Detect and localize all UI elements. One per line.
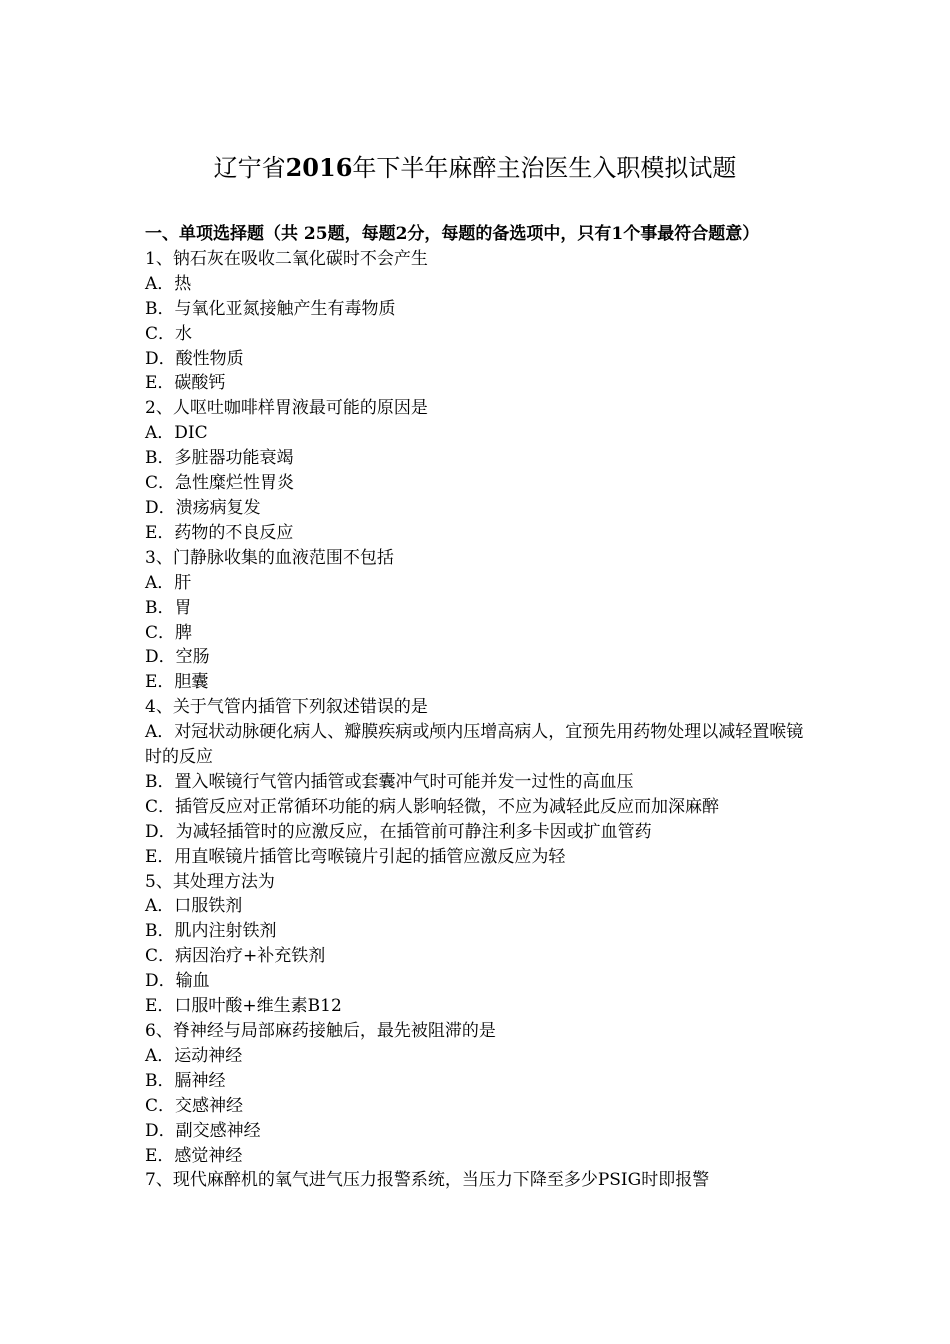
question-option: A．肝 <box>145 572 192 593</box>
question-stem: 6、脊神经与局部麻药接触后，最先被阻滞的是 <box>145 1021 496 1041</box>
question-option: C．插管反应对正常循环功能的病人影响轻微，不应为减轻此反应而加深麻醉 <box>145 796 720 817</box>
question-stem: 1、钠石灰在吸收二氧化碳时不会产生 <box>145 248 428 269</box>
question-option: B．膈神经 <box>145 1070 226 1091</box>
question-option: D．酸性物质 <box>145 348 244 369</box>
question-option: B．与氧化亚氮接触产生有毒物质 <box>145 298 396 319</box>
question-option: B．胃 <box>145 597 192 618</box>
question-option: D．为减轻插管时的应激反应，在插管前可静注利多卡因或扩血管药 <box>145 821 652 842</box>
question-stem: 5、其处理方法为 <box>145 871 275 892</box>
question-option: A．运动神经 <box>145 1045 243 1066</box>
title-suffix: 年下半年麻醉主治医生入职模拟试题 <box>352 154 737 182</box>
question-option: D．空肠 <box>145 647 210 668</box>
question-option: B．多脏器功能衰竭 <box>145 448 294 469</box>
question-option: D．输血 <box>145 971 210 992</box>
question-option: E．感觉神经 <box>145 1145 243 1166</box>
title-prefix: 辽宁省 <box>213 154 286 182</box>
question-option: C．病因治疗+补充铁剂 <box>145 946 326 967</box>
question-list <box>145 247 810 1193</box>
title-year: 2016 <box>285 153 353 182</box>
question-option: C．脾 <box>145 622 193 643</box>
question-option: A．口服铁剂 <box>145 896 243 917</box>
question-option: E．碳酸钙 <box>145 373 226 394</box>
document-title <box>0 148 950 188</box>
question-option: A．DIC <box>145 423 208 444</box>
question-option: D．副交感神经 <box>145 1120 261 1141</box>
question-option: B．置入喉镜行气管内插管或套囊冲气时可能并发一过性的高血压 <box>145 771 634 792</box>
question-option: B．肌内注射铁剂 <box>145 921 277 942</box>
question-option: C．急性糜烂性胃炎 <box>145 473 295 494</box>
question-stem: 7、现代麻醉机的氧气进气压力报警系统，当压力下降至多少PSIG时即报警 <box>145 1170 710 1191</box>
question-option: C．水 <box>145 323 193 344</box>
document-body <box>145 222 810 1193</box>
question-stem: 4、关于气管内插管下列叙述错误的是 <box>145 697 428 718</box>
question-option: A．热 <box>145 273 192 294</box>
question-option: D．溃疡病复发 <box>145 497 261 518</box>
question-option: E．口服叶酸+维生素B12 <box>145 996 342 1017</box>
question-option: E．用直喉镜片插管比弯喉镜片引起的插管应激反应为轻 <box>145 846 566 867</box>
question-option: E．胆囊 <box>145 672 209 693</box>
section-heading: 一、单项选择题（共 25题，每题2分，每题的备选项中，只有1个事最符合题意） <box>145 224 760 244</box>
question-stem: 3、门静脉收集的血液范围不包括 <box>145 547 394 568</box>
question-option: A．对冠状动脉硬化病人、瓣膜疾病或颅内压增高病人，宜预先用药物处理以减轻置喉镜时的反应 <box>145 722 804 768</box>
question-option: E．药物的不良反应 <box>145 522 294 543</box>
question-option: C．交感神经 <box>145 1095 244 1116</box>
question-stem: 2、人呕吐咖啡样胃液最可能的原因是 <box>145 398 428 419</box>
